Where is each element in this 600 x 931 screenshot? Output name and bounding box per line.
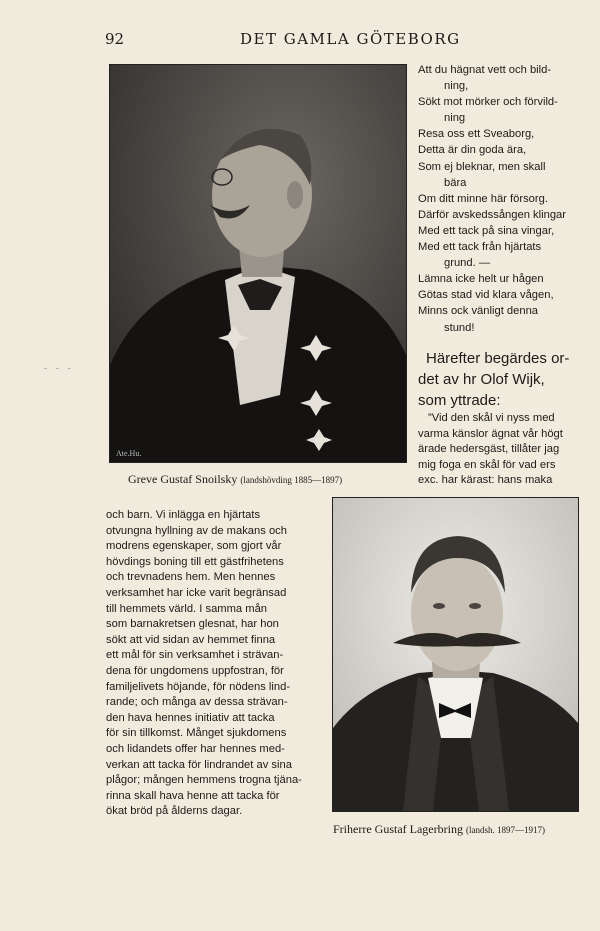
body-line: och barn. Vi inlägga en hjärtats [106, 509, 261, 521]
speech-heading [418, 348, 586, 411]
heading-line: det av hr Olof Wijk, [418, 371, 545, 388]
caption-lagerbring-detail: (landsh. 1897—1917) [465, 825, 545, 835]
poem-line: grund. — [444, 257, 491, 270]
body-line: otvungna hyllning av de makans och [106, 524, 287, 537]
body-line: för sin tillkomst. Månget sjukdomens [106, 727, 287, 740]
speech-line: exc. har kärast: hans maka [418, 474, 553, 486]
body-line: och trevnadens hem. Men hennes [106, 571, 276, 584]
body-line: sökt att vid sidan av hemmet finna [106, 633, 276, 646]
body-line: hövdings boning till ett gästfrihetens [106, 555, 284, 568]
poem-line: Minns ock vänligt denna [418, 305, 539, 318]
speech-line: mig foga en skål för vad ers [418, 458, 556, 471]
body-line: ökat bröd på ålderns dagar. [106, 805, 243, 818]
poem-line: stund! [444, 321, 475, 334]
body-line: verkan att tacka för lindrandet av sina [106, 758, 292, 771]
margin-mark: - - - [44, 364, 74, 374]
poem-line: Med ett tack på sina vingar, [418, 224, 555, 237]
poem-line: Som ej bleknar, men skall [418, 160, 546, 173]
body-line: modrens egenskaper, som gjort vår [106, 540, 282, 553]
portrait-lagerbring [332, 497, 579, 812]
poem-line: Därför avskedssången klingar [418, 208, 566, 221]
poem-line: Resa oss ett Sveaborg, [418, 128, 535, 141]
photographer-signature: Ate.Hu. [116, 449, 142, 458]
body-line: som barnakretsen glesnat, har hon [106, 618, 279, 631]
caption-snoilsky-name: Greve Gustaf Snoilsky [128, 472, 238, 486]
speech-line: ärade hedersgäst, tillåter jag [418, 443, 560, 455]
poem-line: Med ett tack från hjärtats [418, 241, 542, 254]
body-line: verksamhet har icke varit begränsad [106, 586, 287, 599]
poem-verse [418, 62, 583, 336]
caption-lagerbring-name: Friherre Gustaf Lagerbring [333, 822, 463, 836]
body-line: rinna skall hava henne att tacka för [106, 789, 280, 802]
caption-snoilsky-detail: (landshövding 1885—1897) [240, 475, 343, 485]
speech-text [418, 411, 586, 489]
body-line: ett mål för sin verksamhet i strävan- [106, 649, 284, 662]
poem-line: ning, [444, 80, 469, 93]
body-line: till hemmets värld. I samma mån [106, 602, 268, 615]
body-line: och lidandets offer har hennes med- [106, 742, 285, 755]
caption-snoilsky [128, 472, 342, 487]
portrait-snoilsky [109, 64, 407, 463]
body-line: plågor; mången hemmens trogna tjäna- [106, 774, 302, 787]
heading-line: Härefter begärdes or- [426, 350, 570, 367]
poem-line: bära [444, 176, 467, 189]
poem-line: Lämna icke helt ur hågen [418, 273, 544, 286]
heading-line: som yttrade: [418, 392, 501, 409]
poem-line: ning [444, 112, 466, 125]
body-line: familjelivets höjande, för nödens lind- [106, 680, 291, 693]
portrait-snoilsky-image [110, 65, 406, 462]
portrait-lagerbring-image [333, 498, 578, 811]
body-line: den hava hennes initiativ att tacka [106, 711, 275, 724]
poem-line: Om ditt minne här försorg. [418, 192, 548, 205]
poem-line: Detta är din goda ära, [418, 144, 527, 157]
body-text [106, 508, 324, 820]
poem-line: Götas stad vid klara vågen, [418, 289, 554, 302]
poem-line: Att du hägnat vett och bild- [418, 64, 552, 76]
poem-line: Sökt mot mörker och förvild- [418, 96, 558, 109]
speech-line: ”Vid den skål vi nyss med [428, 412, 555, 424]
running-title: DET GAMLA GÖTEBORG [240, 30, 461, 48]
speech-line: varma känslor ägnat vår högt [418, 427, 563, 440]
body-line: dena för ungdomens uppfostran, för [106, 664, 284, 677]
body-line: rande; och många av dessa strävan- [106, 696, 288, 709]
caption-lagerbring [333, 822, 545, 837]
page-number: 92 [105, 30, 125, 48]
